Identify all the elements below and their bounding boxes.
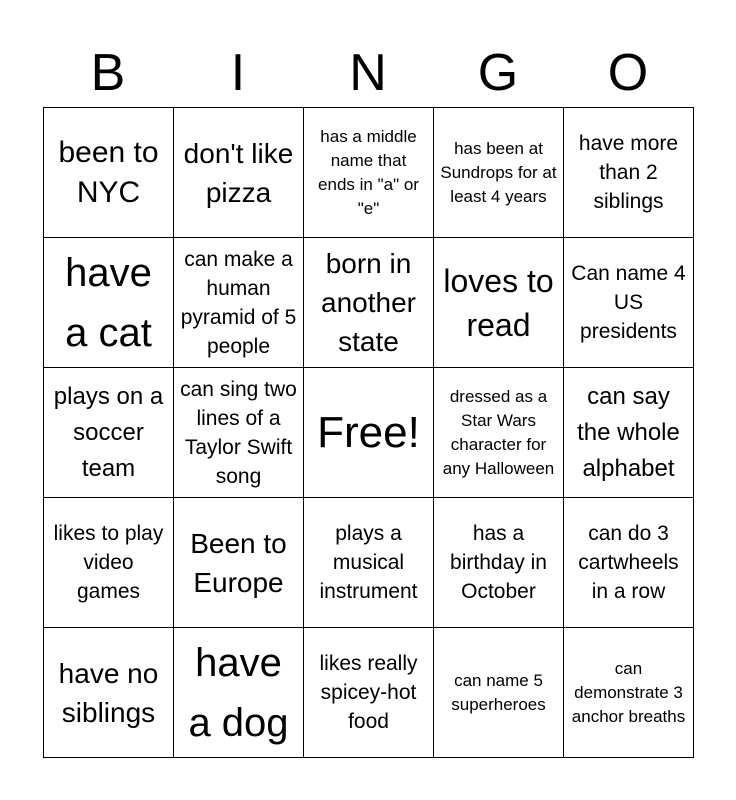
bingo-cell[interactable] [564, 498, 694, 628]
bingo-row [44, 108, 694, 238]
cell-text: Been to Europe [190, 527, 287, 598]
header-letter-n: N [349, 44, 387, 102]
header-letter-g: G [477, 44, 519, 102]
bingo-cell[interactable] [174, 368, 304, 498]
bingo-cell[interactable] [304, 498, 434, 628]
cell-text: has been at Sundrops for at least 4 years [440, 138, 557, 206]
header-letter-b: B [90, 44, 126, 102]
cell-text: can say the whole alphabet [577, 382, 680, 482]
cell-text: has a birthday in October [450, 522, 547, 603]
cell-text: can name 5 superheroes [451, 670, 546, 714]
cell-text: has a middle name that ends in "a" or "e" [318, 126, 419, 218]
cell-text: Can name 4 US presidents [571, 262, 686, 343]
bingo-card [43, 107, 694, 758]
bingo-cell[interactable] [44, 628, 174, 758]
bingo-cell[interactable] [44, 368, 174, 498]
bingo-cell[interactable] [304, 628, 434, 758]
cell-text: plays a musical instrument [319, 522, 418, 603]
bingo-cell[interactable] [564, 108, 694, 238]
bingo-cell[interactable] [434, 368, 564, 498]
cell-text: can sing two lines of a Taylor Swift song [180, 377, 297, 488]
header-letter-i: I [230, 44, 246, 102]
bingo-cell[interactable] [304, 238, 434, 368]
cell-text: born in another state [321, 248, 416, 357]
cell-text: have no siblings [58, 657, 159, 728]
bingo-cell[interactable] [174, 498, 304, 628]
bingo-cell[interactable] [434, 498, 564, 628]
cell-text: have a dog [188, 640, 289, 745]
bingo-cell[interactable] [564, 368, 694, 498]
bingo-cell[interactable] [44, 238, 174, 368]
cell-text: have a cat [65, 250, 152, 355]
free-space-cell[interactable] [304, 368, 434, 498]
bingo-cell[interactable] [434, 628, 564, 758]
bingo-cell[interactable] [434, 108, 564, 238]
bingo-row [44, 368, 694, 498]
free-space-text: Free! [317, 407, 420, 457]
cell-text: have more than 2 siblings [578, 132, 679, 213]
cell-text: been to NYC [58, 135, 159, 209]
cell-text: loves to read [443, 262, 554, 343]
cell-text: likes to play video games [53, 522, 164, 603]
cell-text: can demonstrate 3 anchor breaths [571, 658, 686, 726]
bingo-cell[interactable] [434, 238, 564, 368]
bingo-cell[interactable] [304, 108, 434, 238]
bingo-cell[interactable] [174, 238, 304, 368]
bingo-cell[interactable] [44, 498, 174, 628]
cell-text: can make a human pyramid of 5 people [180, 247, 297, 358]
header-letter-o: O [607, 44, 649, 102]
bingo-cell[interactable] [564, 628, 694, 758]
bingo-row [44, 498, 694, 628]
bingo-cell[interactable] [174, 108, 304, 238]
bingo-header [43, 40, 693, 106]
bingo-row [44, 628, 694, 758]
cell-text: plays on a soccer team [53, 382, 164, 482]
cell-text: can do 3 cartwheels in a row [578, 522, 679, 603]
bingo-cell[interactable] [174, 628, 304, 758]
cell-text: dressed as a Star Wars character for any Halloween [442, 386, 555, 478]
cell-text: don't like pizza [183, 137, 294, 208]
bingo-cell[interactable] [564, 238, 694, 368]
cell-text: likes really spicey-hot food [319, 652, 418, 733]
bingo-cell[interactable] [44, 108, 174, 238]
bingo-row [44, 238, 694, 368]
